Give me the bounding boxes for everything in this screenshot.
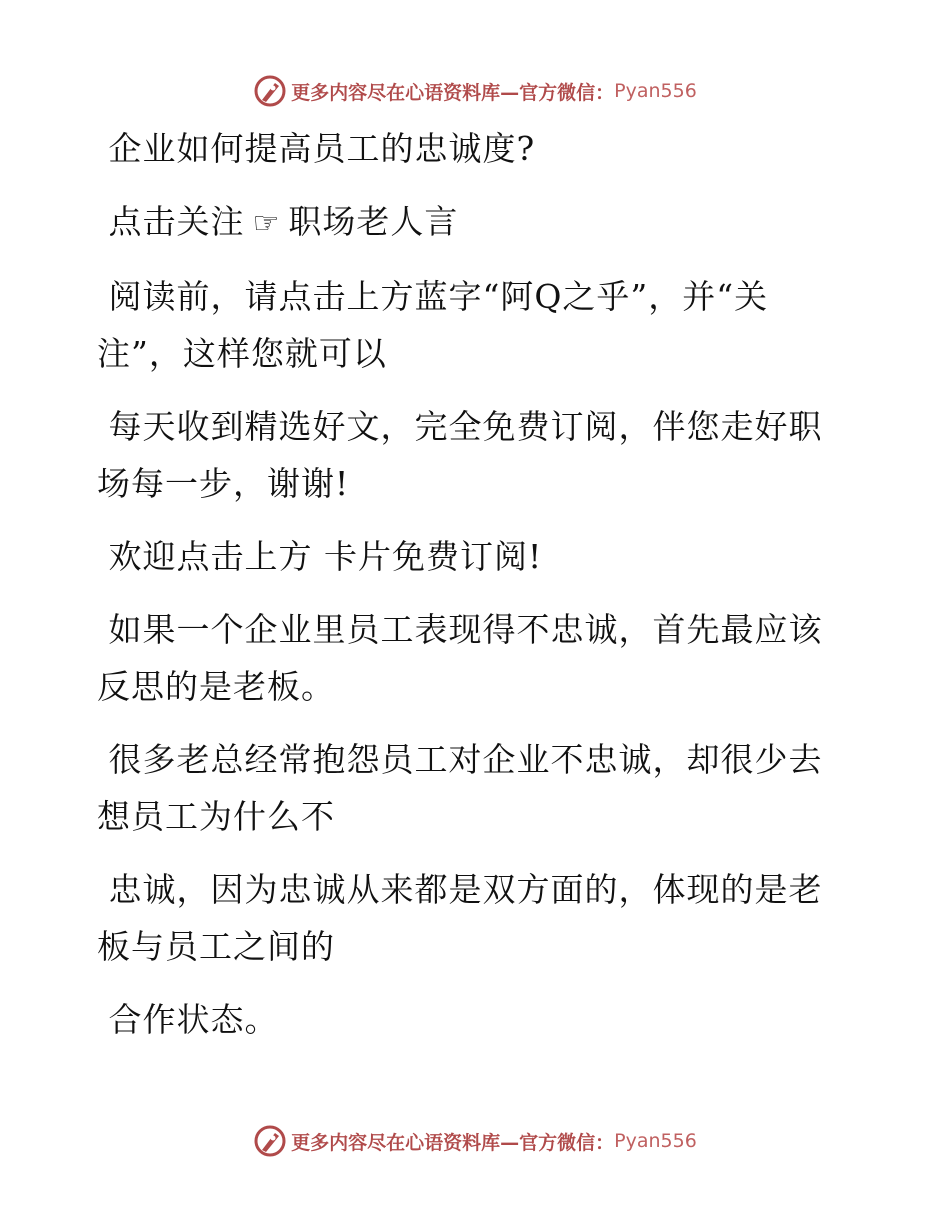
banner-text: 更多内容尽在心语资料库—官方微信： — [291, 1131, 615, 1154]
banner-text: 更多内容尽在心语资料库—官方微信： — [291, 81, 615, 104]
footer-banner — [0, 1121, 950, 1161]
pen-nib-logo-icon — [253, 1124, 287, 1158]
header-banner — [0, 71, 950, 111]
pointing-hand-icon: ☞ — [252, 206, 281, 241]
paragraph: 欢迎点击上方 卡片免费订阅! — [97, 537, 543, 576]
follow-prefix: 点击关注 — [97, 202, 245, 241]
paragraph: 合作状态。 — [97, 1000, 279, 1039]
paragraph: 忠诚，因为忠诚从来都是双方面的，体现的是老板与员工之间的 — [97, 870, 823, 966]
paragraph: 每天收到精选好文，完全免费订阅，伴您走好职场每一步，谢谢! — [97, 407, 823, 503]
follow-account: 职场老人言 — [288, 202, 459, 241]
paragraph: 如果一个企业里员工表现得不忠诚，首先最应该反思的是老板。 — [97, 610, 823, 706]
wechat-id: Pyan556 — [614, 1130, 697, 1152]
article-title: 企业如何提高员工的忠诚度? — [97, 129, 536, 168]
paragraph: 阅读前，请点击上方蓝字“阿Q之乎”，并“关注”，这样您就可以 — [97, 277, 769, 373]
pen-nib-logo-icon — [253, 74, 287, 108]
follow-line — [97, 193, 837, 252]
paragraph: 很多老总经常抱怨员工对企业不忠诚，却很少去想员工为什么不 — [97, 740, 823, 836]
article-body — [97, 120, 837, 1048]
wechat-id: Pyan556 — [614, 80, 697, 102]
